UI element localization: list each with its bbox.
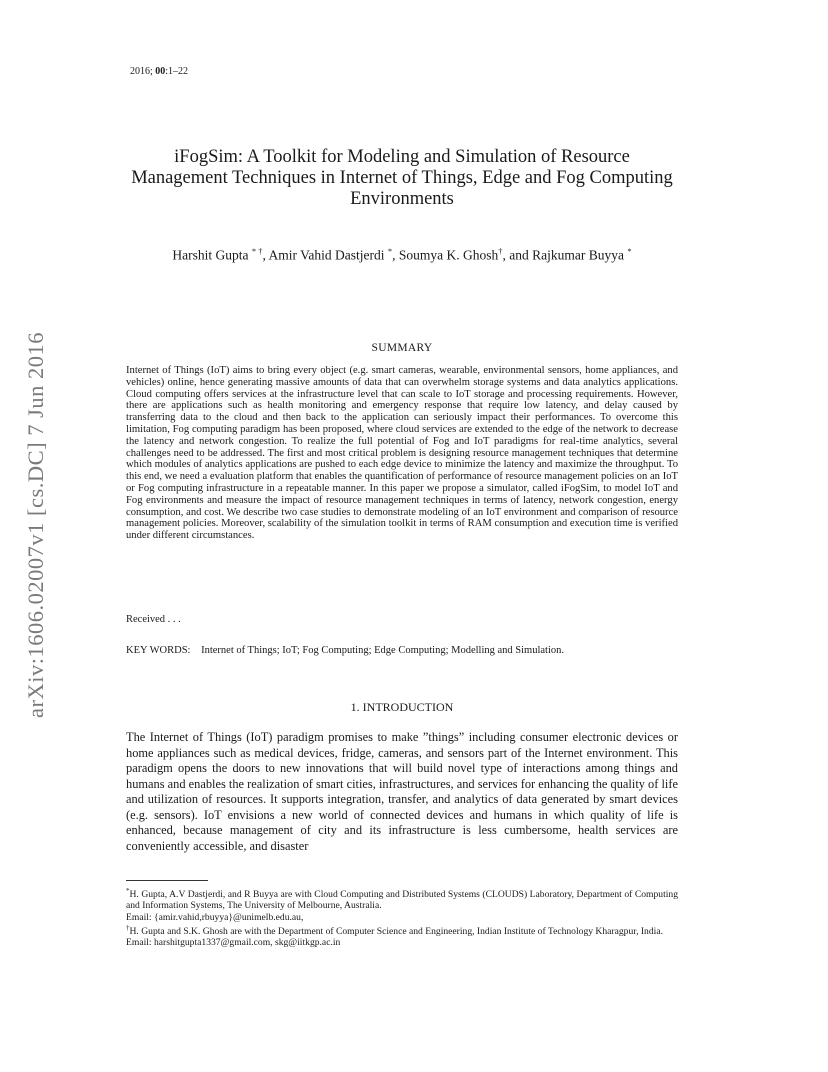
author-affiliation-mark: †	[498, 246, 503, 256]
keywords-text: Internet of Things; IoT; Fog Computing; Edge Computing; Modelling and Simulation.	[201, 645, 565, 656]
footnote-text: H. Gupta, A.V Dastjerdi, and R Buyya are with Cloud Computing and Distributed Systems (CLOUDS) Laboratory, Department of Computing and Information Systems, The University of Melbourne, Australia.	[126, 889, 678, 912]
journal-header	[130, 66, 188, 77]
arxiv-identifier: arXiv:1606.02007v1 [cs.DC] 7 Jun 2016	[23, 332, 49, 718]
journal-year: 2016;	[130, 66, 153, 77]
footnote	[126, 937, 678, 948]
footnotes	[126, 886, 678, 948]
footnote	[126, 886, 678, 912]
journal-volume: 00	[155, 66, 166, 77]
author-name: Rajkumar Buyya	[532, 247, 624, 263]
paper-title: iFogSim: A Toolkit for Modeling and Simulation of Resource Management Techniques in Internet of Things, Edge and Fog Computing Environments	[131, 147, 673, 209]
arxiv-stamp	[14, 290, 58, 760]
author-separator: ,	[262, 247, 269, 263]
author-affiliation-mark: *	[627, 246, 632, 256]
section-heading-introduction: 1. INTRODUCTION	[350, 700, 454, 714]
author-name: Harshit Gupta	[172, 247, 249, 263]
author-separator: , and	[502, 247, 533, 263]
footnote-text: Email: {amir.vahid,rbuyya}@unimelb.edu.au,	[126, 911, 304, 923]
footnote-text: Email: harshitgupta1337@gmail.com, skg@iitkgp.ac.in	[126, 937, 341, 949]
author-list	[126, 246, 678, 264]
footnote	[126, 923, 678, 937]
footnote-mark: †	[126, 923, 130, 932]
author-separator: ,	[392, 247, 399, 263]
introduction-paragraph: The Internet of Things (IoT) paradigm promises to make ”things” including consumer electronic devices or home appliances such as medical devices, fridge, cameras, and sensors part of the Internet environment. This paradigm opens the doors to new innovations that will build novel type of interactions among things and humans and enables the realization of smart cities, infrastructures, and services for enhancing the quality of life and utilization of resources. It supports integration, transfer, and analytics of data generated by smart devices (e.g. sensors). IoT envisions a new world of connected devices and humans in which quality of life is enhanced, because management of city and its infrastructure is less cumbersome, health services are conveniently accessible, and disaster	[126, 730, 678, 853]
footnote	[126, 912, 678, 923]
abstract-text: Internet of Things (IoT) aims to bring every object (e.g. smart cameras, wearable, environmental sensors, home appliances, and vehicles) online, hence generating massive amounts of data that can overwhelm storage systems and data analytics applications. Cloud computing offers services at the infrastructure level that can scale to IoT storage and processing requirements. However, there are applications such as health monitoring and emergency response that require low latency, and delay caused by transferring data to the cloud and then back to the application can seriously impact their performances. To overcome this limitation, Fog computing paradigm has been proposed, where cloud services are extended to the edge of the network to decrease the latency and network congestion. To realize the full potential of Fog and IoT paradigms for real-time analytics, several challenges need to be addressed. The first and most critical problem is designing resource management techniques that determine which modules of analytics applications are pushed to each edge device to minimize the latency and maximize the throughput. To this end, we need a evaluation platform that enables the quantification of performance of resource management policies on an IoT or Fog computing infrastructure in a repeatable manner. In this paper we propose a simulator, called iFogSim, to model IoT and Fog environments and measure the impact of resource management techniques in terms of latency, network congestion, energy consumption, and cost. We describe two case studies to demonstrate modeling of an IoT environment and comparison of resource management policies. Moreover, scalability of the simulation toolkit in terms of RAM consumption and execution time is verified under different circumstances.	[126, 365, 678, 542]
footnote-divider	[126, 880, 208, 881]
keywords-label: KEY WORDS:	[126, 645, 191, 656]
author-affiliation-mark: * †	[251, 246, 263, 256]
keywords-line	[126, 645, 564, 656]
footnote-text: H. Gupta and S.K. Ghosh are with the Department of Computer Science and Engineering, Indian Institute of Technology Kharagpur, India.	[129, 925, 663, 937]
author-name: Amir Vahid Dastjerdi	[268, 247, 385, 263]
author-affiliation-mark: *	[387, 246, 393, 256]
footnote-mark: *	[126, 887, 130, 895]
journal-pages: :1–22	[165, 66, 189, 77]
author-name: Soumya K. Ghosh	[398, 247, 499, 263]
summary-heading: SUMMARY	[371, 342, 433, 354]
received-note: Received . . .	[126, 614, 181, 625]
